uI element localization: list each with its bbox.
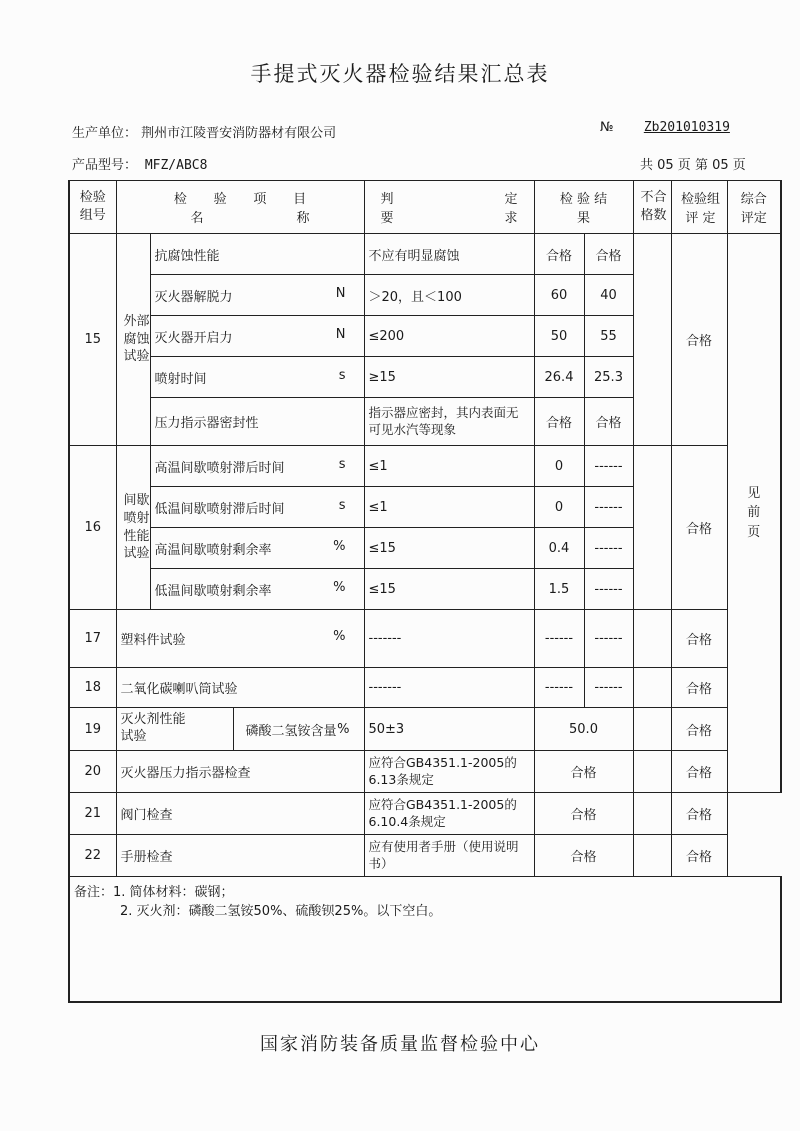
- requirement: -------: [364, 668, 534, 708]
- requirement: 应符合GB4351.1-2005的6.10.4条规定: [364, 793, 534, 835]
- requirement: 不应有明显腐蚀: [364, 234, 534, 275]
- requirement: ＞20，且＜100: [364, 275, 534, 316]
- result-2: 25.3: [584, 357, 633, 398]
- header-overall: 综合评定: [727, 181, 781, 234]
- requirement: -------: [364, 610, 534, 668]
- result-1: 50: [534, 316, 584, 357]
- notes-row: [69, 877, 781, 1003]
- group-eval: 合格: [671, 751, 727, 793]
- group-no: 22: [69, 835, 116, 877]
- result-2: 55: [584, 316, 633, 357]
- notes: [69, 877, 781, 1003]
- header-requirement: 判 定 要 求: [364, 181, 534, 234]
- result-2: 合格: [584, 234, 633, 275]
- item-name: 抗腐蚀性能: [150, 234, 364, 275]
- item-name: 低温间歇喷射剩余率 %: [150, 569, 364, 610]
- notes-line-1: 备注：1. 简体材料：碳钢；: [74, 885, 234, 900]
- header-item: 检 验 项 目 名 称: [116, 181, 364, 234]
- result-2: ------: [584, 668, 633, 708]
- result-1: 0: [534, 446, 584, 487]
- result-2: ------: [584, 569, 633, 610]
- item-name: [116, 708, 364, 751]
- page-count: 共 05 页 第 05 页: [640, 158, 746, 173]
- result-1: ------: [534, 668, 584, 708]
- table-row: [69, 835, 781, 877]
- requirement: ≤15: [364, 528, 534, 569]
- requirement: ≥15: [364, 357, 534, 398]
- fail-count: [633, 751, 671, 793]
- requirement: ≤1: [364, 446, 534, 487]
- group-no: 16: [69, 446, 116, 610]
- item-name: 二氧化碳喇叭筒试验: [116, 668, 364, 708]
- notes-line-2: 2. 灭火剂：磷酸二氢铵50%、硫酸钡25%。以下空白。: [120, 904, 442, 919]
- fail-count: [633, 234, 671, 446]
- group-eval: 合格: [671, 708, 727, 751]
- item-name: 灭火器开启力 N: [150, 316, 364, 357]
- group-eval: 合格: [671, 234, 727, 446]
- overall-eval: 见前页: [727, 234, 781, 793]
- fail-count: [633, 835, 671, 877]
- header-result: 检 验 结 果: [534, 181, 633, 234]
- group-eval: 合格: [671, 668, 727, 708]
- requirement: ≤15: [364, 569, 534, 610]
- result-1: 合格: [534, 234, 584, 275]
- product-model: 产品型号： MFZ/ABC8: [72, 158, 208, 173]
- requirement: 应符合GB4351.1-2005的6.13条规定: [364, 751, 534, 793]
- item-name: 压力指示器密封性: [150, 398, 364, 446]
- fail-count: [633, 708, 671, 751]
- issuer: 国家消防装备质量监督检验中心: [260, 1034, 540, 1055]
- item-name: 灭火器解脱力 N: [150, 275, 364, 316]
- group-no: 18: [69, 668, 116, 708]
- result-2: 40: [584, 275, 633, 316]
- result-2: ------: [584, 487, 633, 528]
- group-eval: 合格: [671, 610, 727, 668]
- result-2: ------: [584, 528, 633, 569]
- table-row: [69, 610, 781, 668]
- number-sign: №: [600, 120, 614, 135]
- result: 50.0: [534, 708, 633, 751]
- unit-label: %: [337, 721, 350, 737]
- result-1: 合格: [534, 398, 584, 446]
- requirement: 50±3: [364, 708, 534, 751]
- document-title: 手提式灭火器检验结果汇总表: [250, 62, 550, 86]
- group-category: 间歇喷射性能试验: [116, 446, 150, 610]
- result-1: 0: [534, 487, 584, 528]
- group-category: 外部腐蚀试验: [116, 234, 150, 446]
- item-name: 喷射时间 s: [150, 357, 364, 398]
- group-no: 20: [69, 751, 116, 793]
- group-no: 15: [69, 234, 116, 446]
- group-no: 19: [69, 708, 116, 751]
- requirement: ≤200: [364, 316, 534, 357]
- item-name: 阀门检查: [116, 793, 364, 835]
- result-1: 60: [534, 275, 584, 316]
- table-row: [69, 234, 781, 275]
- result-1: ------: [534, 610, 584, 668]
- item-name: 高温间歇喷射剩余率 %: [150, 528, 364, 569]
- fail-count: [633, 446, 671, 610]
- table-row: [69, 446, 781, 487]
- requirement: 指示器应密封，其内表面无可见水汽等现象: [364, 398, 534, 446]
- requirement: ≤1: [364, 487, 534, 528]
- table-row: [69, 751, 781, 793]
- result: 合格: [534, 751, 633, 793]
- header-group-no: 检验组号: [69, 181, 116, 234]
- manufacturer: 生产单位： 荆州市江陵晋安消防器材有限公司: [72, 126, 337, 141]
- category-label: 灭火剂性能试验: [120, 712, 186, 744]
- number-value: Zb201010319: [643, 120, 730, 135]
- table-row: [69, 708, 781, 751]
- group-no: 21: [69, 793, 116, 835]
- header-fail-count: 不合格数: [633, 181, 671, 234]
- sub-item-label: 磷酸二氢铵含量: [245, 723, 337, 739]
- result: 合格: [534, 793, 633, 835]
- result-1: 26.4: [534, 357, 584, 398]
- fail-count: [633, 610, 671, 668]
- group-eval: 合格: [671, 446, 727, 610]
- result-1: 1.5: [534, 569, 584, 610]
- result-2: ------: [584, 610, 633, 668]
- result-2: ------: [584, 446, 633, 487]
- fail-count: [633, 793, 671, 835]
- table-row: [69, 668, 781, 708]
- result-2: 合格: [584, 398, 633, 446]
- group-eval: 合格: [671, 835, 727, 877]
- results-table: [68, 180, 782, 1003]
- result-1: 0.4: [534, 528, 584, 569]
- item-name: 塑料件试验 %: [116, 610, 364, 668]
- item-name: 手册检查: [116, 835, 364, 877]
- table-row: [69, 793, 781, 835]
- item-name: 低温间歇喷射滞后时间 s: [150, 487, 364, 528]
- group-eval: 合格: [671, 793, 727, 835]
- result: 合格: [534, 835, 633, 877]
- item-name: 高温间歇喷射滞后时间 s: [150, 446, 364, 487]
- group-no: 17: [69, 610, 116, 668]
- requirement: 应有使用者手册（使用说明书）: [364, 835, 534, 877]
- report-number: [600, 120, 730, 135]
- header-row: [69, 181, 781, 234]
- fail-count: [633, 668, 671, 708]
- item-name: 灭火器压力指示器检查: [116, 751, 364, 793]
- header-group-eval: 检验组评 定: [671, 181, 727, 234]
